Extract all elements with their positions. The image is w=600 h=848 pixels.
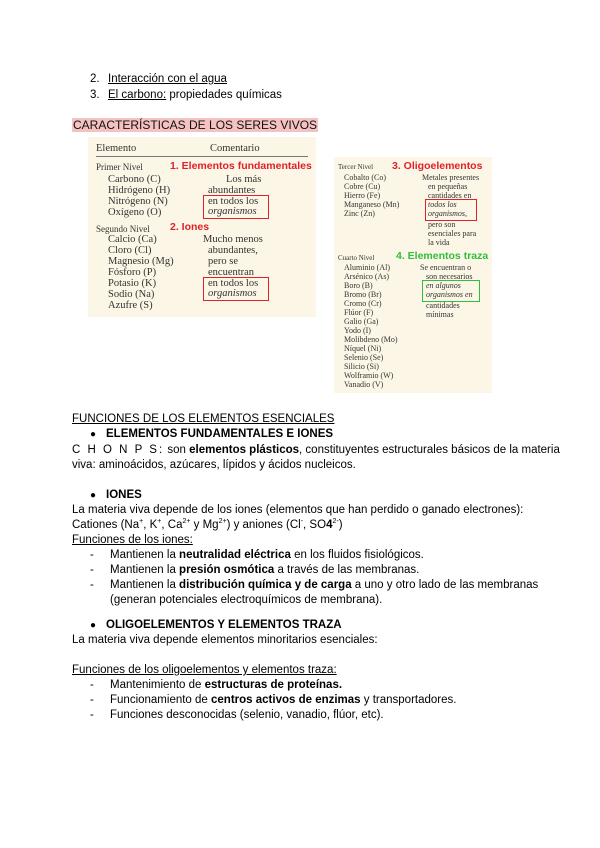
level-label: Segundo Nivel	[96, 224, 150, 234]
paragraph-iones: La materia viva depende de los iones (elementos que han perdido o ganado electrones):	[72, 504, 524, 516]
annotation-elementos-traza: 4. Elementos traza	[396, 250, 489, 262]
list-item-3	[90, 88, 282, 102]
list-item: - Mantienen la distribución química y de carga a uno y otro lado de las membranas	[90, 579, 539, 591]
level-label: Tercer Nivel	[338, 163, 374, 171]
bullet-oligoelementos: ● OLIGOELEMENTOS Y ELEMENTOS TRAZA	[90, 619, 342, 631]
table-image-right: Tercer Nivel 3. Oligoelementos Cobalto (Co) Cobre (Cu) Hierro (Fe) Manganeso (Mn) Zinc (Zn) Metales presentes en pequeñas cantidades en todos los organismos, pero son esenciales para la vida Cuarto Nivel 4. Elementos traza Aluminio (Al) Arsénico (As) Boro (B) Bromo (Br) Cromo (Cr) Flúor (F) Galio (Ga) Yodo (I) Molibdeno (Mo) Níquel (Ni) Selenio (Se) Silicio (Si) Wolframio (W) Vanadio (V) Se encuentran o son necesarios en algunos organismos en cantidades mínimas	[334, 157, 492, 393]
link-interaccion-agua[interactable]: Interacción con el agua	[108, 73, 227, 85]
paragraph-cationes: Cationes (Na+, K+, $Ca^{2+}$ y $Mg^{2+}$) y aniones (Cl-, $SO4^{2-}$)	[72, 518, 343, 531]
paragraph-oligoelementos: La materia viva depende elementos minoritarios esenciales:	[72, 634, 378, 646]
paragraph-chonps: C H O N P S: son elementos plásticos, constituyentes estructurales básicos de la materia	[72, 444, 560, 456]
list-item-cont: (generan potenciales electroquímicos de membrana).	[110, 594, 383, 606]
list-number: 2.	[90, 73, 100, 85]
annotation-iones: 2. Iones	[170, 221, 210, 233]
list-number: 3.	[90, 89, 100, 101]
column-header-elemento: Elemento	[96, 143, 137, 154]
link-el-carbono[interactable]: El carbono:	[108, 89, 167, 101]
bullet-iones: ● IONES	[90, 489, 142, 501]
list-item-2	[90, 72, 227, 86]
level-label: Primer Nivel	[96, 162, 143, 172]
table-image-left: Elemento Comentario Primer Nivel 1. Elementos fundamentales Carbono (C) Hidrógeno (H) Nitrógeno (N) Oxígeno (O) Los más abundantes en todos los organismos Segundo Nivel 2. Iones Calcio (Ca) Cloro (Cl) Magnesio (Mg) Fósforo (P) Potasio (K) Sodio (Na) Azufre (S) Mucho menos abundantes, pero se encuentran en todos los organismos	[88, 137, 316, 317]
list-item-text: propiedades químicas	[166, 89, 282, 101]
column-header-comentario: Comentario	[210, 143, 260, 154]
funciones-oligo-heading: Funciones de los oligoelementos y elementos traza:	[72, 664, 337, 676]
list-item: - Mantienen la neutralidad eléctrica en los fluidos fisiológicos.	[90, 549, 424, 561]
section-title: CARACTERÍSTICAS DE LOS SERES VIVOS	[73, 118, 318, 132]
list-item: - Mantenimiento de estructuras de proteínas.	[90, 679, 343, 691]
bullet-elementos-fundamentales: ● ELEMENTOS FUNDAMENTALES E IONES	[90, 428, 334, 440]
annotation-oligoelementos: 3. Oligoelementos	[392, 160, 483, 172]
list-item: - Funciones desconocidas (selenio, vanadio, flúor, etc).	[90, 709, 384, 721]
annotation-elementos-fundamentales: 1. Elementos fundamentales	[170, 160, 312, 172]
funciones-heading: FUNCIONES DE LOS ELEMENTOS ESENCIALES	[72, 413, 335, 425]
list-item: - Funcionamiento de centros activos de enzimas y transportadores.	[90, 694, 457, 706]
funciones-iones-heading: Funciones de los iones:	[72, 534, 193, 546]
list-item: - Mantienen la presión osmótica a través de las membranas.	[90, 564, 420, 576]
level-label: Cuarto Nivel	[338, 254, 375, 262]
paragraph-chonps-cont: viva: aminoácidos, azúcares, lípidos y ácidos nucleicos.	[72, 459, 356, 471]
